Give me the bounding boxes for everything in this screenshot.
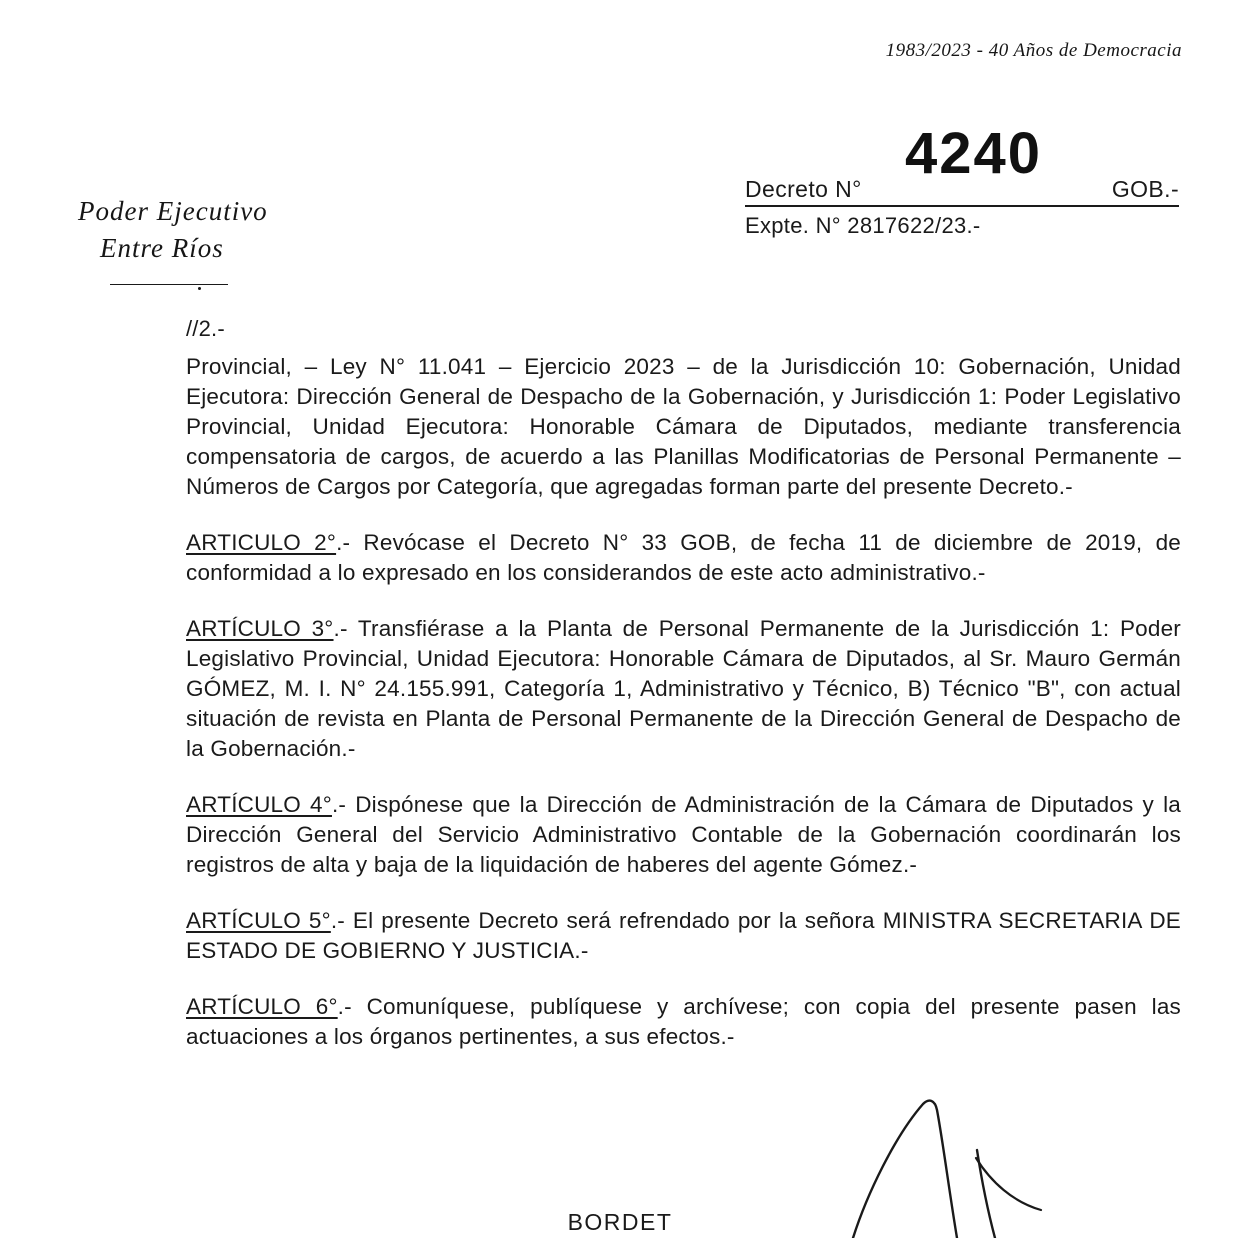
article-label: ARTÍCULO 4° <box>186 792 332 817</box>
letterhead-divider <box>110 284 228 285</box>
democracy-anniversary-slogan: 1983/2023 - 40 Años de Democracia <box>885 40 1182 61</box>
article-5 <box>186 906 1181 966</box>
folio-marker: //2.- <box>186 316 225 341</box>
article-2-text: ARTICULO 2°.- Revócase el Decreto N° 33 GOB, de fecha 11 de diciembre de 2019, de conformidad a lo expresado en los considerandos de este acto administrativo.- <box>186 530 1181 585</box>
article-4 <box>186 790 1181 880</box>
letterhead-line-province: Entre Ríos <box>100 233 224 263</box>
article-3-text: ARTÍCULO 3°.- Transfiérase a la Planta de Personal Permanente de la Jurisdicción 1: Poder Legislativo Provincial, Unidad Ejecutora: Honorable Cámara de Diputados, al Sr. Mauro Germán GÓMEZ, M. I. N° 24.155.991, Categoría 1, Administrativo y Técnico, B) Técnico "B", con actual situación de revista en Planta de Personal Permanente de la Dirección General de Despacho de la Gobernación.- <box>186 616 1181 761</box>
decree-label: Decreto N° <box>745 176 862 202</box>
article-6 <box>186 992 1181 1052</box>
article-label: ARTÍCULO 6° <box>186 994 338 1019</box>
document-body <box>186 314 1181 1052</box>
decree-number-line <box>745 176 1179 207</box>
article-6-text: ARTÍCULO 6°.- Comuníquese, publíquese y archívese; con copia del presente pasen las actuaciones a los órganos pertinentes, a sus efectos.- <box>186 994 1181 1049</box>
article-3 <box>186 614 1181 764</box>
article-5-text: ARTÍCULO 5°.- El presente Decreto será refrendado por la señora MINISTRA SECRETARIA DE ESTADO DE GOBIERNO Y JUSTICIA.- <box>186 908 1181 963</box>
paragraph-continuation <box>186 352 1181 502</box>
decree-office-suffix: GOB.- <box>1111 176 1179 202</box>
paragraph-text: Provincial, – Ley N° 11.041 – Ejercicio 2023 – de la Jurisdicción 10: Gobernación, Unidad Ejecutora: Dirección General de Despacho de la Gobernación, y Jurisdicción 1: Poder Legislativo Provincial, Unidad Ejecutora: Honorable Cámara de Diputados, mediante transferencia compensatoria de cargos, de acuerdo a las Planillas Modificatorias de Personal Permanente – Números de Cargos por Categoría, que agregadas forman parte del presente Decreto.- <box>186 354 1181 499</box>
expediente-number: Expte. N° 2817622/23.- <box>745 213 981 238</box>
decree-number: 4240 <box>905 121 1043 186</box>
article-4-text: ARTÍCULO 4°.- Dispónese que la Dirección de Administración de la Cámara de Diputados y la Dirección General del Servicio Administrativo Contable de la Gobernación coordinarán los registros de alta y baja de la liquidación de haberes del agente Gómez.- <box>186 792 1181 877</box>
letterhead <box>78 196 338 285</box>
article-label: ARTÍCULO 3° <box>186 616 334 641</box>
article-2 <box>186 528 1181 588</box>
letterhead-line-executive-power: Poder Ejecutivo <box>78 196 268 226</box>
signatory-name: BORDET <box>567 1209 673 1235</box>
article-label: ARTICULO 2° <box>186 530 337 555</box>
article-label: ARTÍCULO 5° <box>186 908 331 933</box>
